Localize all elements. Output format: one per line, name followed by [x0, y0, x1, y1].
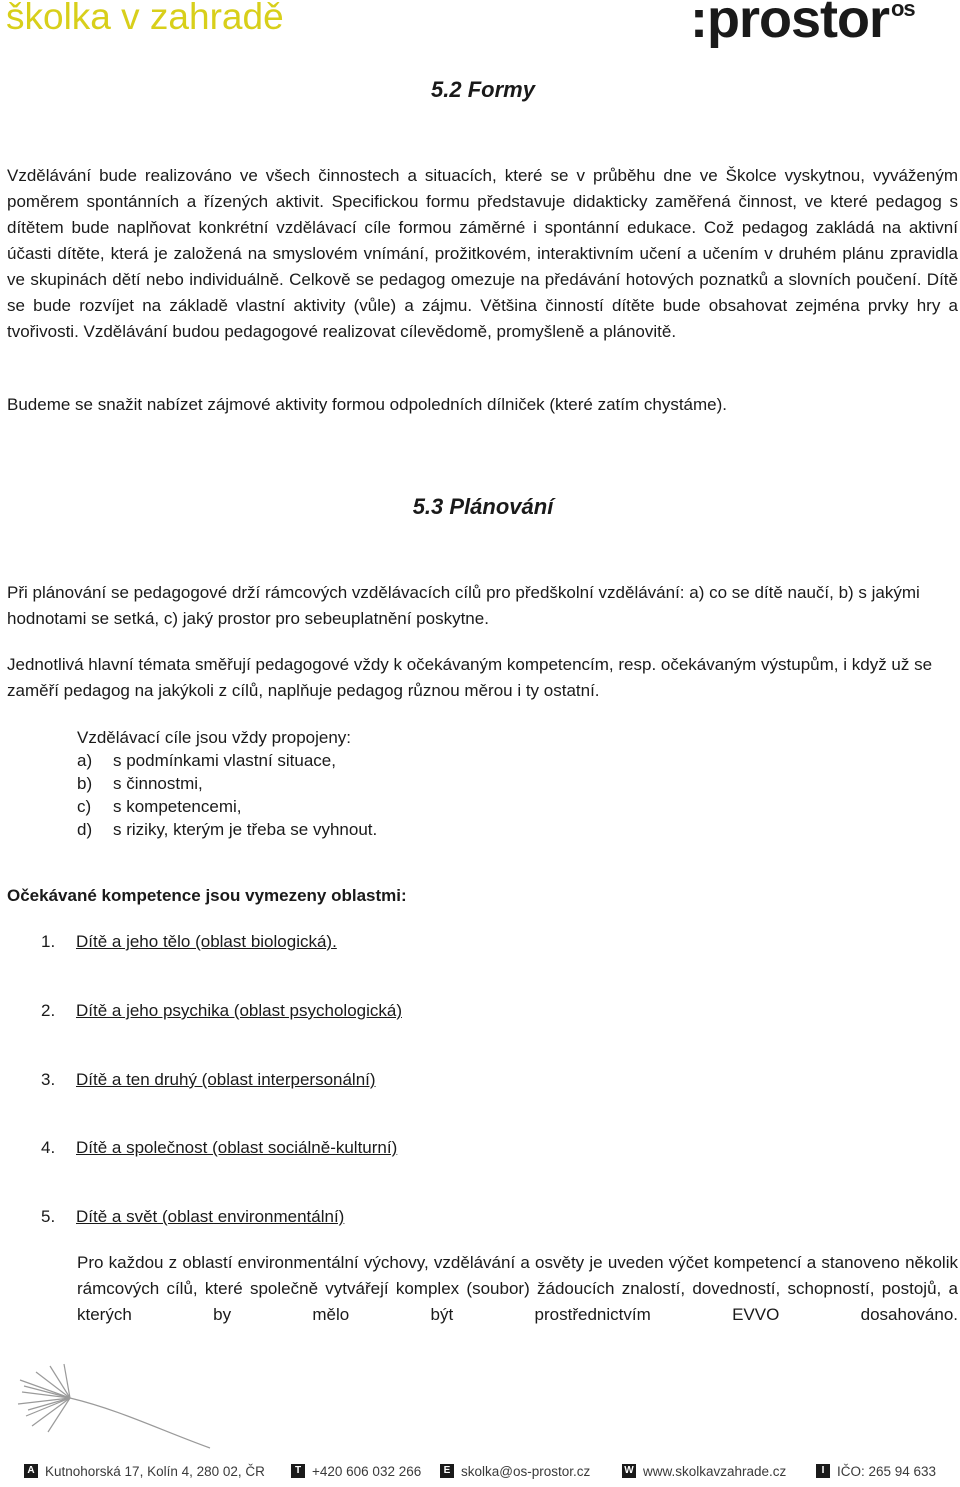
- ico-item: I IČO: 265 94 633: [816, 1463, 936, 1479]
- contact-bar: [24, 1463, 954, 1483]
- prostor-logo: [690, 0, 915, 50]
- skolka-logo: školka v zahradě: [6, 0, 284, 37]
- area-item: 3. Dítě a ten druhý (oblast interpersonální): [41, 1070, 376, 1089]
- email-icon: E: [440, 1464, 454, 1478]
- prostor-logo-text: :prostor: [690, 0, 889, 49]
- prostor-logo-os: os: [890, 0, 915, 21]
- section-52-title: 5.2 Formy: [431, 77, 535, 102]
- section-52-paragraph-1: Vzdělávání bude realizováno ve všech činnostech a situacích, které se v průběhu dne ve Školce vyskytnou, vyváženým poměrem spontánních a řízených aktivit. Specifickou formu představuje didakticky zaměřená činnost, ve které pedagog s dítětem bude naplňovat konkrétní vzdělávací cíle formou záměrné i spontánní edukace. Což pedagog zakládá na aktivní účasti dítěte, která je založená na smyslovém vnímání, prožitkovém, interaktivním učení a učením v druhém plánu zpravidla ve skupinách dětí nebo individuálně. Celkově se pedagog omezuje na předávání hotových poznatků a slovních poučení. Dítě se bude rozvíjet na základě vlastní aktivity (vůle) a zájmu. Většina činností dítěte bude obsahovat zejména prvky hry a tvořivosti. Vzdělávání budou pedagogové realizovat cílevědomě, promyšleně a plánovitě.: [7, 166, 958, 341]
- goal-item: c) s kompetencemi,: [77, 797, 242, 816]
- goal-item: d) s riziky, kterým je třeba se vyhnout.: [77, 820, 378, 839]
- address-item: A Kutnohorská 17, Kolín 4, 280 02, ČR: [24, 1463, 265, 1479]
- ico-icon: I: [816, 1464, 830, 1478]
- email-item: E skolka@os-prostor.cz: [440, 1463, 590, 1479]
- area-item: 2. Dítě a jeho psychika (oblast psychologická): [41, 1001, 402, 1020]
- section-53-title: 5.3 Plánování: [412, 494, 554, 519]
- page-header: [0, 0, 960, 60]
- web-icon: W: [622, 1464, 636, 1478]
- address-icon: A: [24, 1464, 38, 1478]
- area-item: 5. Dítě a svět (oblast environmentální): [41, 1207, 345, 1226]
- goal-item: a) s podmínkami vlastní situace,: [77, 751, 336, 770]
- web-item: W www.skolkavzahrade.cz: [622, 1463, 786, 1479]
- goals-list: [77, 726, 377, 841]
- area-item: 4. Dítě a společnost (oblast sociálně-kulturní): [41, 1138, 398, 1157]
- competences-heading: Očekávané kompetence jsou vymezeny oblastmi:: [7, 886, 407, 905]
- section-53-paragraph-1: Při plánování se pedagogové drží rámcových vzdělávacích cílů pro předškolní vzdělávání: a) co se dítě naučí, b) s jakými hodnotami se setká, c) jaký prostor pro sebeuplatnění poskytne.: [7, 583, 920, 628]
- section-52-paragraph-2: Budeme se snažit nabízet zájmové aktivity formou odpoledních dílniček (které zatím chystáme).: [7, 395, 727, 414]
- phone-icon: T: [291, 1464, 305, 1478]
- phone-item: T +420 606 032 266: [291, 1463, 421, 1479]
- area-item: 1. Dítě a jeho tělo (oblast biologická).: [41, 932, 337, 951]
- goals-intro: Vzdělávací cíle jsou vždy propojeny:: [77, 728, 352, 747]
- dandelion-seed-icon: [10, 1360, 230, 1460]
- environmental-paragraph: Pro každou z oblastí environmentální výchovy, vzdělávání a osvěty je uveden výčet kompetencí a stanoveno několik rámcových cílů, které společně vytvářejí komplex (soubor) žádoucích znalostí, dovedností, schopností, postojů, a kterých by mělo být prostřednictvím EVVO dosahováno.: [77, 1253, 958, 1324]
- section-53-paragraph-2: Jednotlivá hlavní témata směřují pedagogové vždy k očekávaným kompetencím, resp. očekávaným výstupům, i když už se zaměří pedagog na jakýkoli z cílů, naplňuje pedagog různou měrou i ty ostatní.: [7, 655, 933, 700]
- goal-item: b) s činnostmi,: [77, 774, 203, 793]
